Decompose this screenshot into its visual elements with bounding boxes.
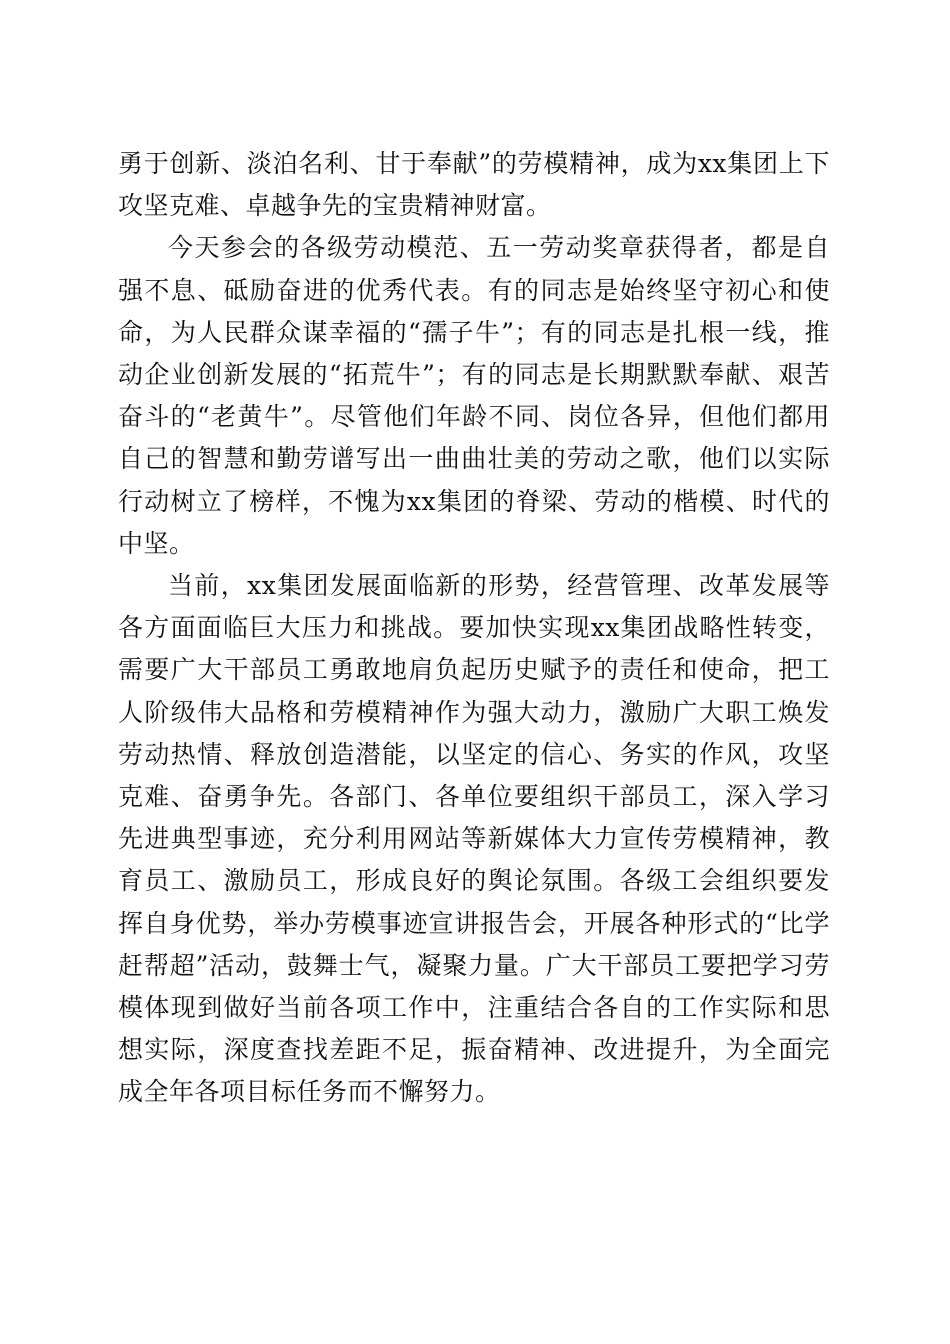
document-body: [118, 143, 830, 1114]
paragraph-continuation: 勇于创新、淡泊名利、甘于奉献”的劳模精神，成为xx集团上下攻坚克难、卓越争先的宝贵精神财富。: [118, 149, 830, 221]
paragraph-model-workers: 今天参会的各级劳动模范、五一劳动奖章获得者，都是自强不息、砥励奋进的优秀代表。有的同志是始终坚守初心和使命，为人民群众谋幸福的“孺子牛”；有的同志是扎根一线，推动企业创新发展的“拓荒牛”；有的同志是长期默默奉献、艰苦奋斗的“老黄牛”。尽管他们年龄不同、岗位各异，但他们都用自己的智慧和勤劳谱写出一曲曲壮美的劳动之歌，他们以实际行动树立了榜样，不愧为xx集团的脊梁、劳动的楷模、时代的中坚。: [118, 233, 830, 558]
paragraph-current-situation: 当前，xx集团发展面临新的形势，经营管理、改革发展等各方面面临巨大压力和挑战。要加快实现xx集团战略性转变，需要广大干部员工勇敢地肩负起历史赋予的责任和使命，把工人阶级伟大品格和劳模精神作为强大动力，激励广大职工焕发劳动热情、释放创造潜能，以坚定的信心、务实的作风，攻坚克难、奋勇争先。各部门、各单位要组织干部员工，深入学习先进典型事迹，充分利用网站等新媒体大力宣传劳模精神，教育员工、激励员工，形成良好的舆论氛围。各级工会组织要发挥自身优势，举办劳模事迹宣讲报告会，开展各种形式的“比学赶帮超”活动，鼓舞士气，凝聚力量。广大干部员工要把学习劳模体现到做好当前各项工作中，注重结合各自的工作实际和思想实际，深度查找差距不足，振奋精神、改进提升，为全面完成全年各项目标任务而不懈努力。: [118, 571, 830, 1107]
